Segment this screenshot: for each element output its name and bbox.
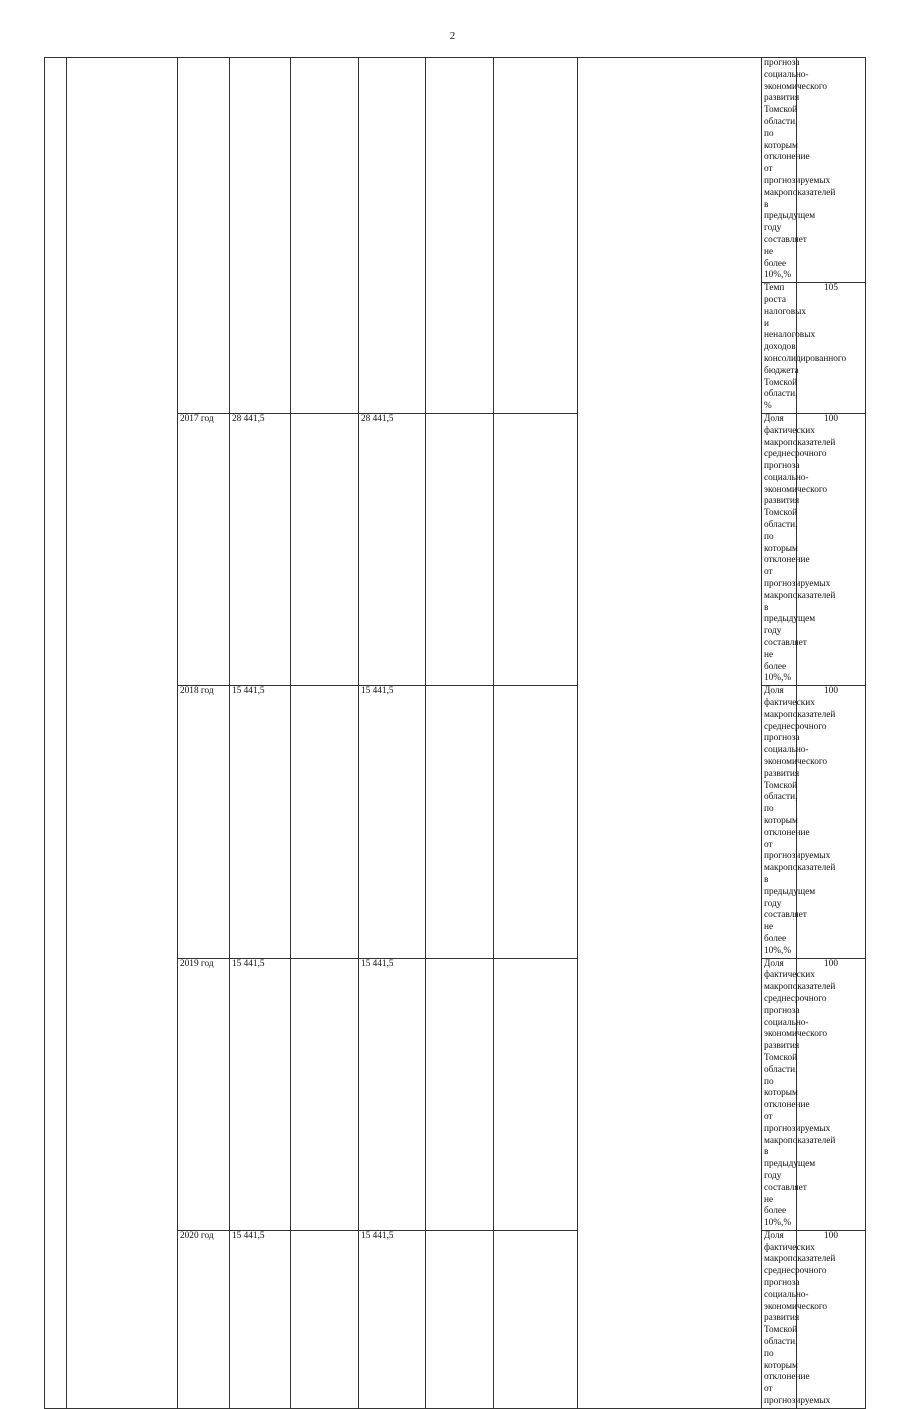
indicator-value-cell: 100 bbox=[797, 686, 866, 958]
indicator-cell: Доля фактических макропоказателей среднесрочного прогноза социально- экономического развития Томской области, по которым отклонение от прогнозируемых bbox=[762, 1230, 797, 1408]
regional-cell: 28 441,5 bbox=[359, 413, 426, 685]
indicator-cell: прогноза социально- экономического развития Томской области, по которым отклонение от прогнозируемых макропоказателей в предыдущем году составляет не более 10%,% bbox=[762, 58, 797, 283]
indicator-value-cell: 100 bbox=[797, 1230, 866, 1408]
local-cell bbox=[426, 686, 494, 958]
col-executor-cell bbox=[578, 58, 762, 1409]
col-index-cell bbox=[45, 58, 67, 1409]
total-cell: 15 441,5 bbox=[230, 686, 291, 958]
other-cell bbox=[494, 1230, 578, 1408]
indicator-cell: Доля фактических макропоказателей среднесрочного прогноза социально- экономического развития Томской области, по которым отклонение от прогнозируемых макропоказателей в предыдущем году составляет не более 10%,% bbox=[762, 958, 797, 1230]
indicator-value-cell: 100 bbox=[797, 413, 866, 685]
year-cell: 2018 год bbox=[178, 686, 230, 958]
indicator-cell: Доля фактических макропоказателей среднесрочного прогноза социально- экономического развития Томской области, по которым отклонение от прогнозируемых макропоказателей в предыдущем году составляет не более 10%,% bbox=[762, 413, 797, 685]
year-cell: 2017 год bbox=[178, 413, 230, 685]
year-cell: 2020 год bbox=[178, 1230, 230, 1408]
total-cell: 15 441,5 bbox=[230, 1230, 291, 1408]
local-cell bbox=[426, 413, 494, 685]
other-cell bbox=[494, 58, 578, 414]
other-cell bbox=[494, 958, 578, 1230]
local-cell bbox=[426, 1230, 494, 1408]
col-task-cell bbox=[67, 58, 178, 1409]
year-cell: 2019 год bbox=[178, 958, 230, 1230]
program-table bbox=[44, 57, 866, 1409]
indicator-value-cell: 100 bbox=[797, 958, 866, 1230]
other-cell bbox=[494, 413, 578, 685]
indicator-cell: Доля фактических макропоказателей среднесрочного прогноза социально- экономического развития Томской области, по которым отклонение от прогнозируемых макропоказателей в предыдущем году составляет не более 10%,% bbox=[762, 686, 797, 958]
regional-cell: 15 441,5 bbox=[359, 1230, 426, 1408]
regional-cell: 15 441,5 bbox=[359, 686, 426, 958]
federal-cell bbox=[291, 1230, 359, 1408]
federal-cell bbox=[291, 686, 359, 958]
page-number: 2 bbox=[449, 30, 456, 42]
federal-cell bbox=[291, 958, 359, 1230]
federal-cell bbox=[291, 58, 359, 414]
year-cell bbox=[178, 58, 230, 414]
indicator-cell: Темп роста налоговых и неналоговых доходов консолидированного бюджета Томской области, % bbox=[762, 283, 797, 414]
regional-cell bbox=[359, 58, 426, 414]
total-cell: 15 441,5 bbox=[230, 958, 291, 1230]
total-cell bbox=[230, 58, 291, 414]
regional-cell: 15 441,5 bbox=[359, 958, 426, 1230]
total-cell: 28 441,5 bbox=[230, 413, 291, 685]
federal-cell bbox=[291, 413, 359, 685]
local-cell bbox=[426, 58, 494, 414]
other-cell bbox=[494, 686, 578, 958]
indicator-value-cell: 105 bbox=[797, 283, 866, 414]
local-cell bbox=[426, 958, 494, 1230]
